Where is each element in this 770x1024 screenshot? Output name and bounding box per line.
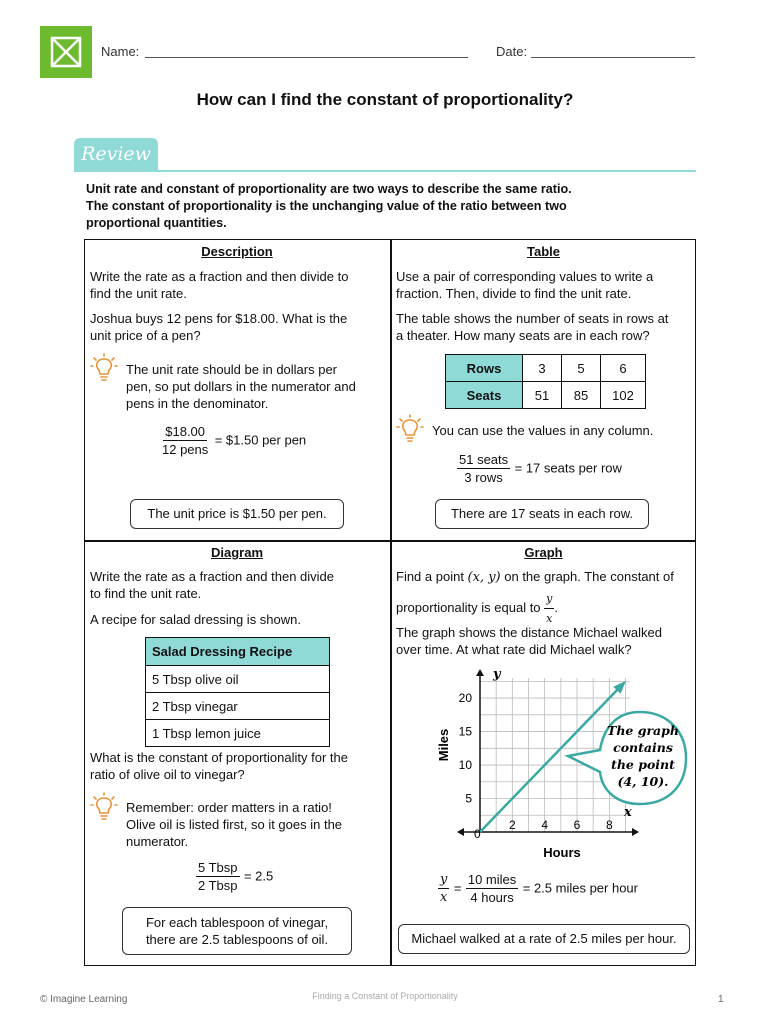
diagram-equation: $\frac{\text{5 Tbsp}}{\text{2 Tbsp}}$ = 2.5 [198,860,274,893]
x-tick-label: 8 [605,818,613,832]
x-axis-label: Hours [543,845,581,860]
diagram-answer: For each tablespoon of vinegar, there are 2.5 tablespoons of oil. [122,907,352,955]
table-cell: 85 [562,382,601,409]
table-cell: 5 [562,355,601,382]
date-label: Date: [496,44,528,59]
y-tick-label: 20 [458,691,472,706]
table-cell: 3 [523,355,562,382]
y-variable: y [493,667,501,682]
y-tick-label: 15 [458,724,472,739]
diagram-heading: Diagram [210,545,264,560]
lightbulb-icon [396,414,424,444]
table-row [146,693,330,720]
table-cell: 102 [601,382,646,409]
recipe-item: 1 Tbsp lemon juice [146,720,330,747]
review-intro: Unit rate and constant of proportionality are two ways to describe the same ratio. The constant of proportionality is the unchanging value of the ratio between two proportional quantities. [86,182,572,230]
recipe-title: Salad Dressing Recipe [146,638,330,666]
table-problem: The table shows the number of seats in rows at a theater. How many seats are in each row? [396,311,669,343]
rows-header: Rows [446,355,523,382]
description-equation: $\frac{\$18.00}{\text{12 pens}}$ = $1.50 per pen [162,424,307,457]
x-axis-arrow [457,828,464,836]
description-tip: The unit rate should be in dollars per pen, so put dollars in the numerator and pens in the denominator. [126,362,356,411]
distance-graph [436,660,690,865]
grid-vertical-divider [390,239,392,966]
table-equation: $\frac{\text{51 seats}}{\text{3 rows}}$ = 17 seats per row [459,452,622,485]
graph-answer: Michael walked at a rate of 2.5 miles per hour. [398,924,690,954]
table-tip: You can use the values in any column. [432,423,654,438]
diagram-question: What is the constant of proportionality for the ratio of olive oil to vinegar? [90,750,348,782]
graph-equation: $\frac{y}{x}$ = $\frac{\text{10 miles}}{\text{4 hours}}$ = 2.5 miles per hour [440,872,638,905]
recipe-item: 2 Tbsp vinegar [146,693,330,720]
description-answer: The unit price is $1.50 per pen. [130,499,344,529]
callout-line: The graph [607,723,679,738]
recipe-item: 5 Tbsp olive oil [146,666,330,693]
origin-label: 0 [474,827,481,841]
y-tick-label: 5 [465,791,472,806]
table-row [146,720,330,747]
review-divider [74,170,696,172]
grid-horizontal-divider [84,540,696,542]
x-variable: x [624,805,632,820]
seats-table [445,354,646,409]
description-instructions: Write the rate as a fraction and then divide to find the unit rate. [90,269,349,301]
table-row [146,638,330,666]
table-row [146,666,330,693]
graph-heading: Graph [524,545,563,560]
diagram-problem: A recipe for salad dressing is shown. [90,612,301,627]
description-problem: Joshua buys 12 pens for $18.00. What is the unit price of a pen? [90,311,348,343]
callout-line: (4, 10). [617,774,669,789]
name-line[interactable] [145,57,468,58]
callout-line: the point [611,757,675,772]
table-instructions: Use a pair of corresponding values to write a fraction. Then, divide to find the unit rate. [396,269,654,301]
table-row [446,355,646,382]
x-tick-label: 2 [508,818,516,832]
diagram-instructions: Write the rate as a fraction and then divide to find the unit rate. [90,569,335,601]
lightbulb-icon [90,792,118,822]
page-number: 1 [718,994,724,1005]
page-title: How can I find the constant of proportionality? [196,90,574,109]
y-axis-label: Miles [436,728,451,762]
y-axis-arrow [476,669,484,676]
x-axis-arrow [632,828,639,836]
name-label: Name: [101,44,140,59]
table-answer: There are 17 seats in each row. [435,499,649,529]
footer-title: Finding a Constant of Proportionality [312,991,458,1001]
recipe-table [145,637,330,747]
diagram-tip: Remember: order matters in a ratio! Olive oil is listed first, so it goes in the numerator. [126,800,343,849]
table-cell: 51 [523,382,562,409]
table-heading: Table [527,244,560,259]
callout-line: contains [613,740,673,755]
date-line[interactable] [531,57,695,58]
review-tab: Review [74,138,158,170]
table-cell: 6 [601,355,646,382]
graph-instructions: Find a point (x, y) on the graph. The constant of proportionality is equal to $\frac{y}{x}$ . [396,569,674,625]
graph-problem: The graph shows the distance Michael walked over time. At what rate did Michael walk? [396,625,662,657]
description-heading: Description [201,244,273,259]
seats-header: Seats [446,382,523,409]
x-tick-label: 4 [541,818,549,832]
y-tick-label: 10 [458,758,472,773]
x-tick-label: 6 [573,818,581,832]
lightbulb-icon [90,353,118,383]
table-row [446,382,646,409]
imagine-learning-logo [40,26,92,78]
footer-copyright: © Imagine Learning [40,994,128,1005]
